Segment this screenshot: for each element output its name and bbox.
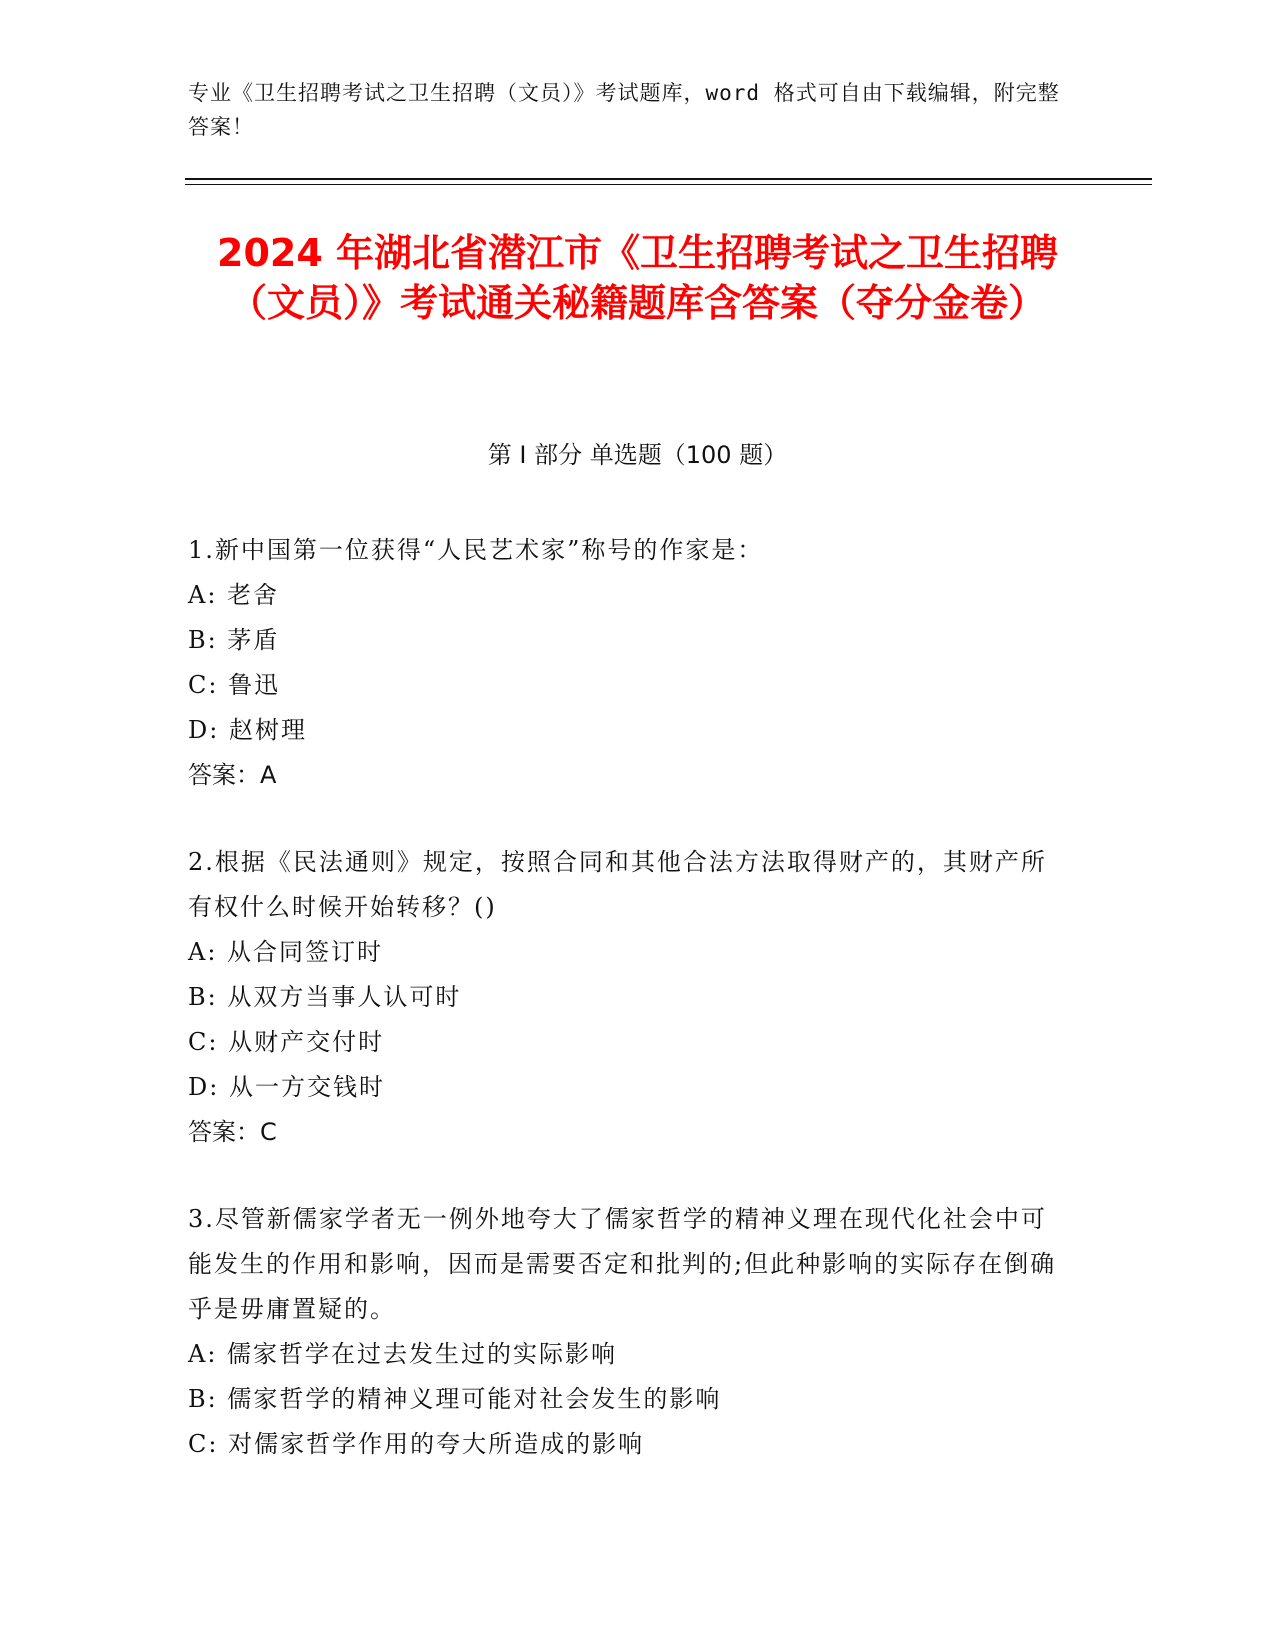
question-stem: 2.根据《民法通则》规定，按照合同和其他合法方法取得财产的，其财产所有权什么时候开始转移？() [188,848,1047,921]
question-option-a: A: 儒家哲学在过去发生过的实际影响 [188,1340,618,1368]
section-title: 第 I 部分 单选题（100 题） [487,441,788,469]
header-note: 专业《卫生招聘考试之卫生招聘（文员）》考试题库，word 格式可自由下载编辑，附完整答案！ [188,81,1060,139]
question-option-d: D: 从一方交钱时 [188,1073,385,1101]
question-option-d: D: 赵树理 [188,716,307,744]
question-option-b: B: 儒家哲学的精神义理可能对社会发生的影响 [188,1385,722,1413]
question-stem: 3.尽管新儒家学者无一例外地夸大了儒家哲学的精神义理在现代化社会中可能发生的作用和影响，因而是需要否定和批判的;但此种影响的实际存在倒确乎是毋庸置疑的。 [188,1205,1057,1323]
header-divider-thick [185,178,1152,180]
question-answer: 答案：C [188,1118,277,1146]
question-option-a: A: 老舍 [188,581,280,609]
question-list [188,528,1068,1509]
question-option-c: C: 对儒家哲学作用的夸大所造成的影响 [188,1430,645,1458]
question-option-c: C: 从财产交付时 [188,1028,385,1056]
document-title: 2024 年湖北省潜江市《卫生招聘考试之卫生招聘（文员）》考试通关秘籍题库含答案（夺分金卷） [217,231,1058,325]
question-option-b: B: 茅盾 [188,626,280,654]
question-option-c: C: 鲁迅 [188,671,281,699]
question-3 [188,1197,1068,1467]
question-answer: 答案：A [188,761,277,789]
question-option-a: A: 从合同签订时 [188,938,384,966]
header-divider-thin [185,184,1152,185]
question-stem: 1.新中国第一位获得“人民艺术家”称号的作家是： [188,536,764,564]
question-1 [188,528,1068,798]
question-2 [188,840,1068,1155]
question-option-b: B: 从双方当事人认可时 [188,983,462,1011]
